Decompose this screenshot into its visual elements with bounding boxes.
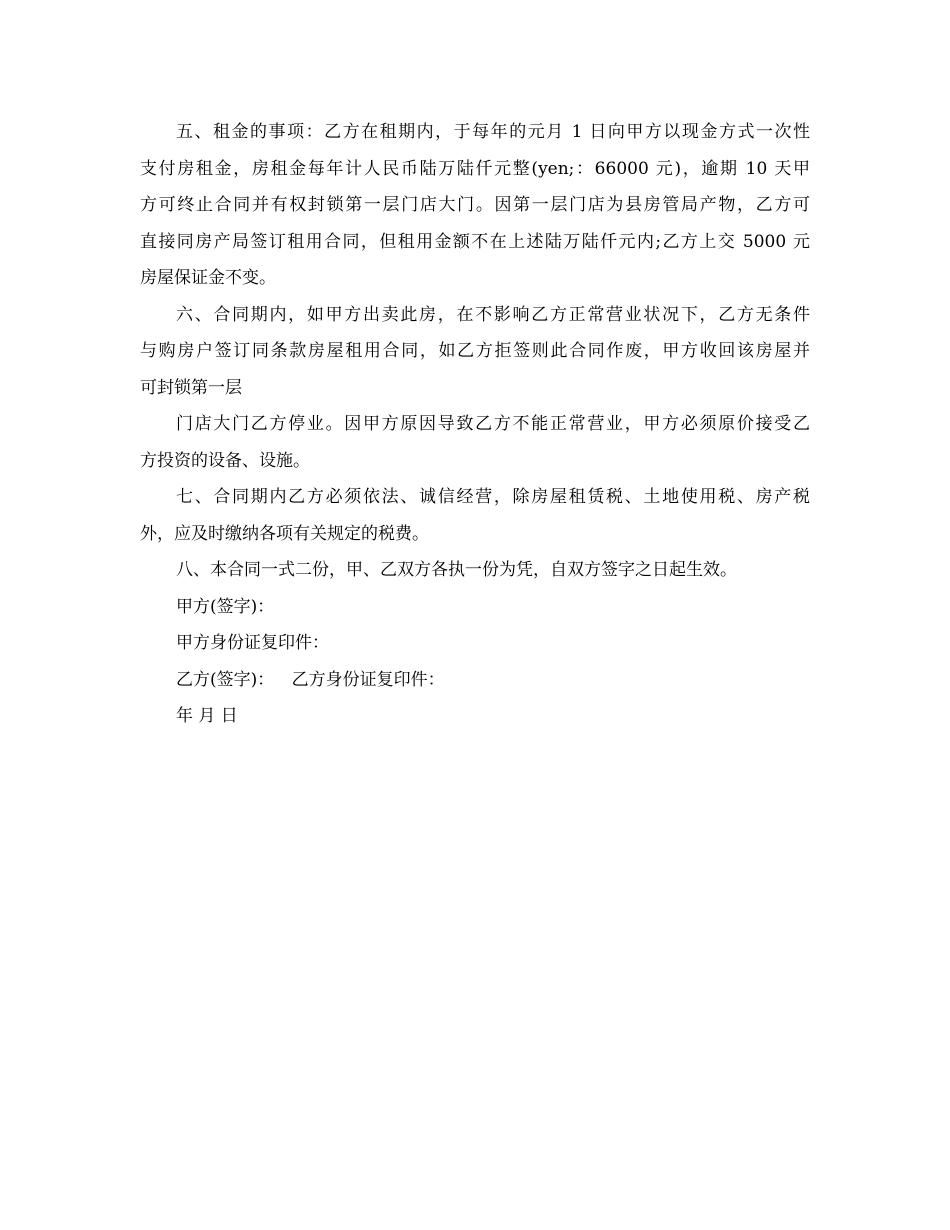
- clause-5-line-1: 五、租金的事项：乙方在租期内，于每年的元月 1 日向甲方以现金方式一次性: [176, 122, 810, 142]
- clause-5-line-5: 房屋保证金不变。: [140, 268, 276, 288]
- signature-date: 年 月 日: [176, 706, 238, 726]
- clause-5-line-2: 支付房租金，房租金每年计人民币陆万陆仟元整(yen;：66000 元)，逾期 10 天甲: [140, 158, 810, 179]
- clause-6-cont-line-1: 门店大门乙方停业。因甲方原因导致乙方不能正常营业，甲方必须原价接受乙: [176, 414, 810, 434]
- contract-body: [140, 114, 810, 735]
- party-b-signature: 乙方(签字)：: [176, 669, 275, 690]
- clause-7-line-1: 七、合同期内乙方必须依法、诚信经营，除房屋租赁税、土地使用税、房产税: [176, 487, 810, 507]
- clause-8-line: 八、本合同一式二份，甲、乙双方各执一份为凭，自双方签字之日起生效。: [176, 560, 737, 580]
- clause-5-line-3: 方可终止合同并有权封锁第一层门店大门。因第一层门店为县房管局产物，乙方可: [140, 195, 810, 215]
- clause-6-line-2: 与购房户签订同条款房屋租用合同，如乙方拒签则此合同作废，甲方收回该房屋并: [140, 341, 810, 361]
- clause-6-cont-line-2: 方投资的设备、设施。: [140, 450, 310, 471]
- clause-6-line-3: 可封锁第一层: [140, 377, 242, 398]
- clause-7-line-2: 外，应及时缴纳各项有关规定的税费。: [140, 523, 429, 544]
- party-a-signature: 甲方(签字)：: [176, 596, 275, 617]
- party-a-id-copy: 甲方身份证复印件：: [176, 633, 329, 653]
- clause-5-line-4: 直接同房产局签订租用合同，但租用金额不在上述陆万陆仟元内;乙方上交 5000 元: [140, 231, 810, 252]
- clause-6-line-1: 六、合同期内，如甲方出卖此房，在不影响乙方正常营业状况下，乙方无条件: [176, 304, 810, 325]
- party-b-id-copy: 乙方身份证复印件：: [291, 669, 445, 690]
- party-b-signature-row: [140, 662, 810, 699]
